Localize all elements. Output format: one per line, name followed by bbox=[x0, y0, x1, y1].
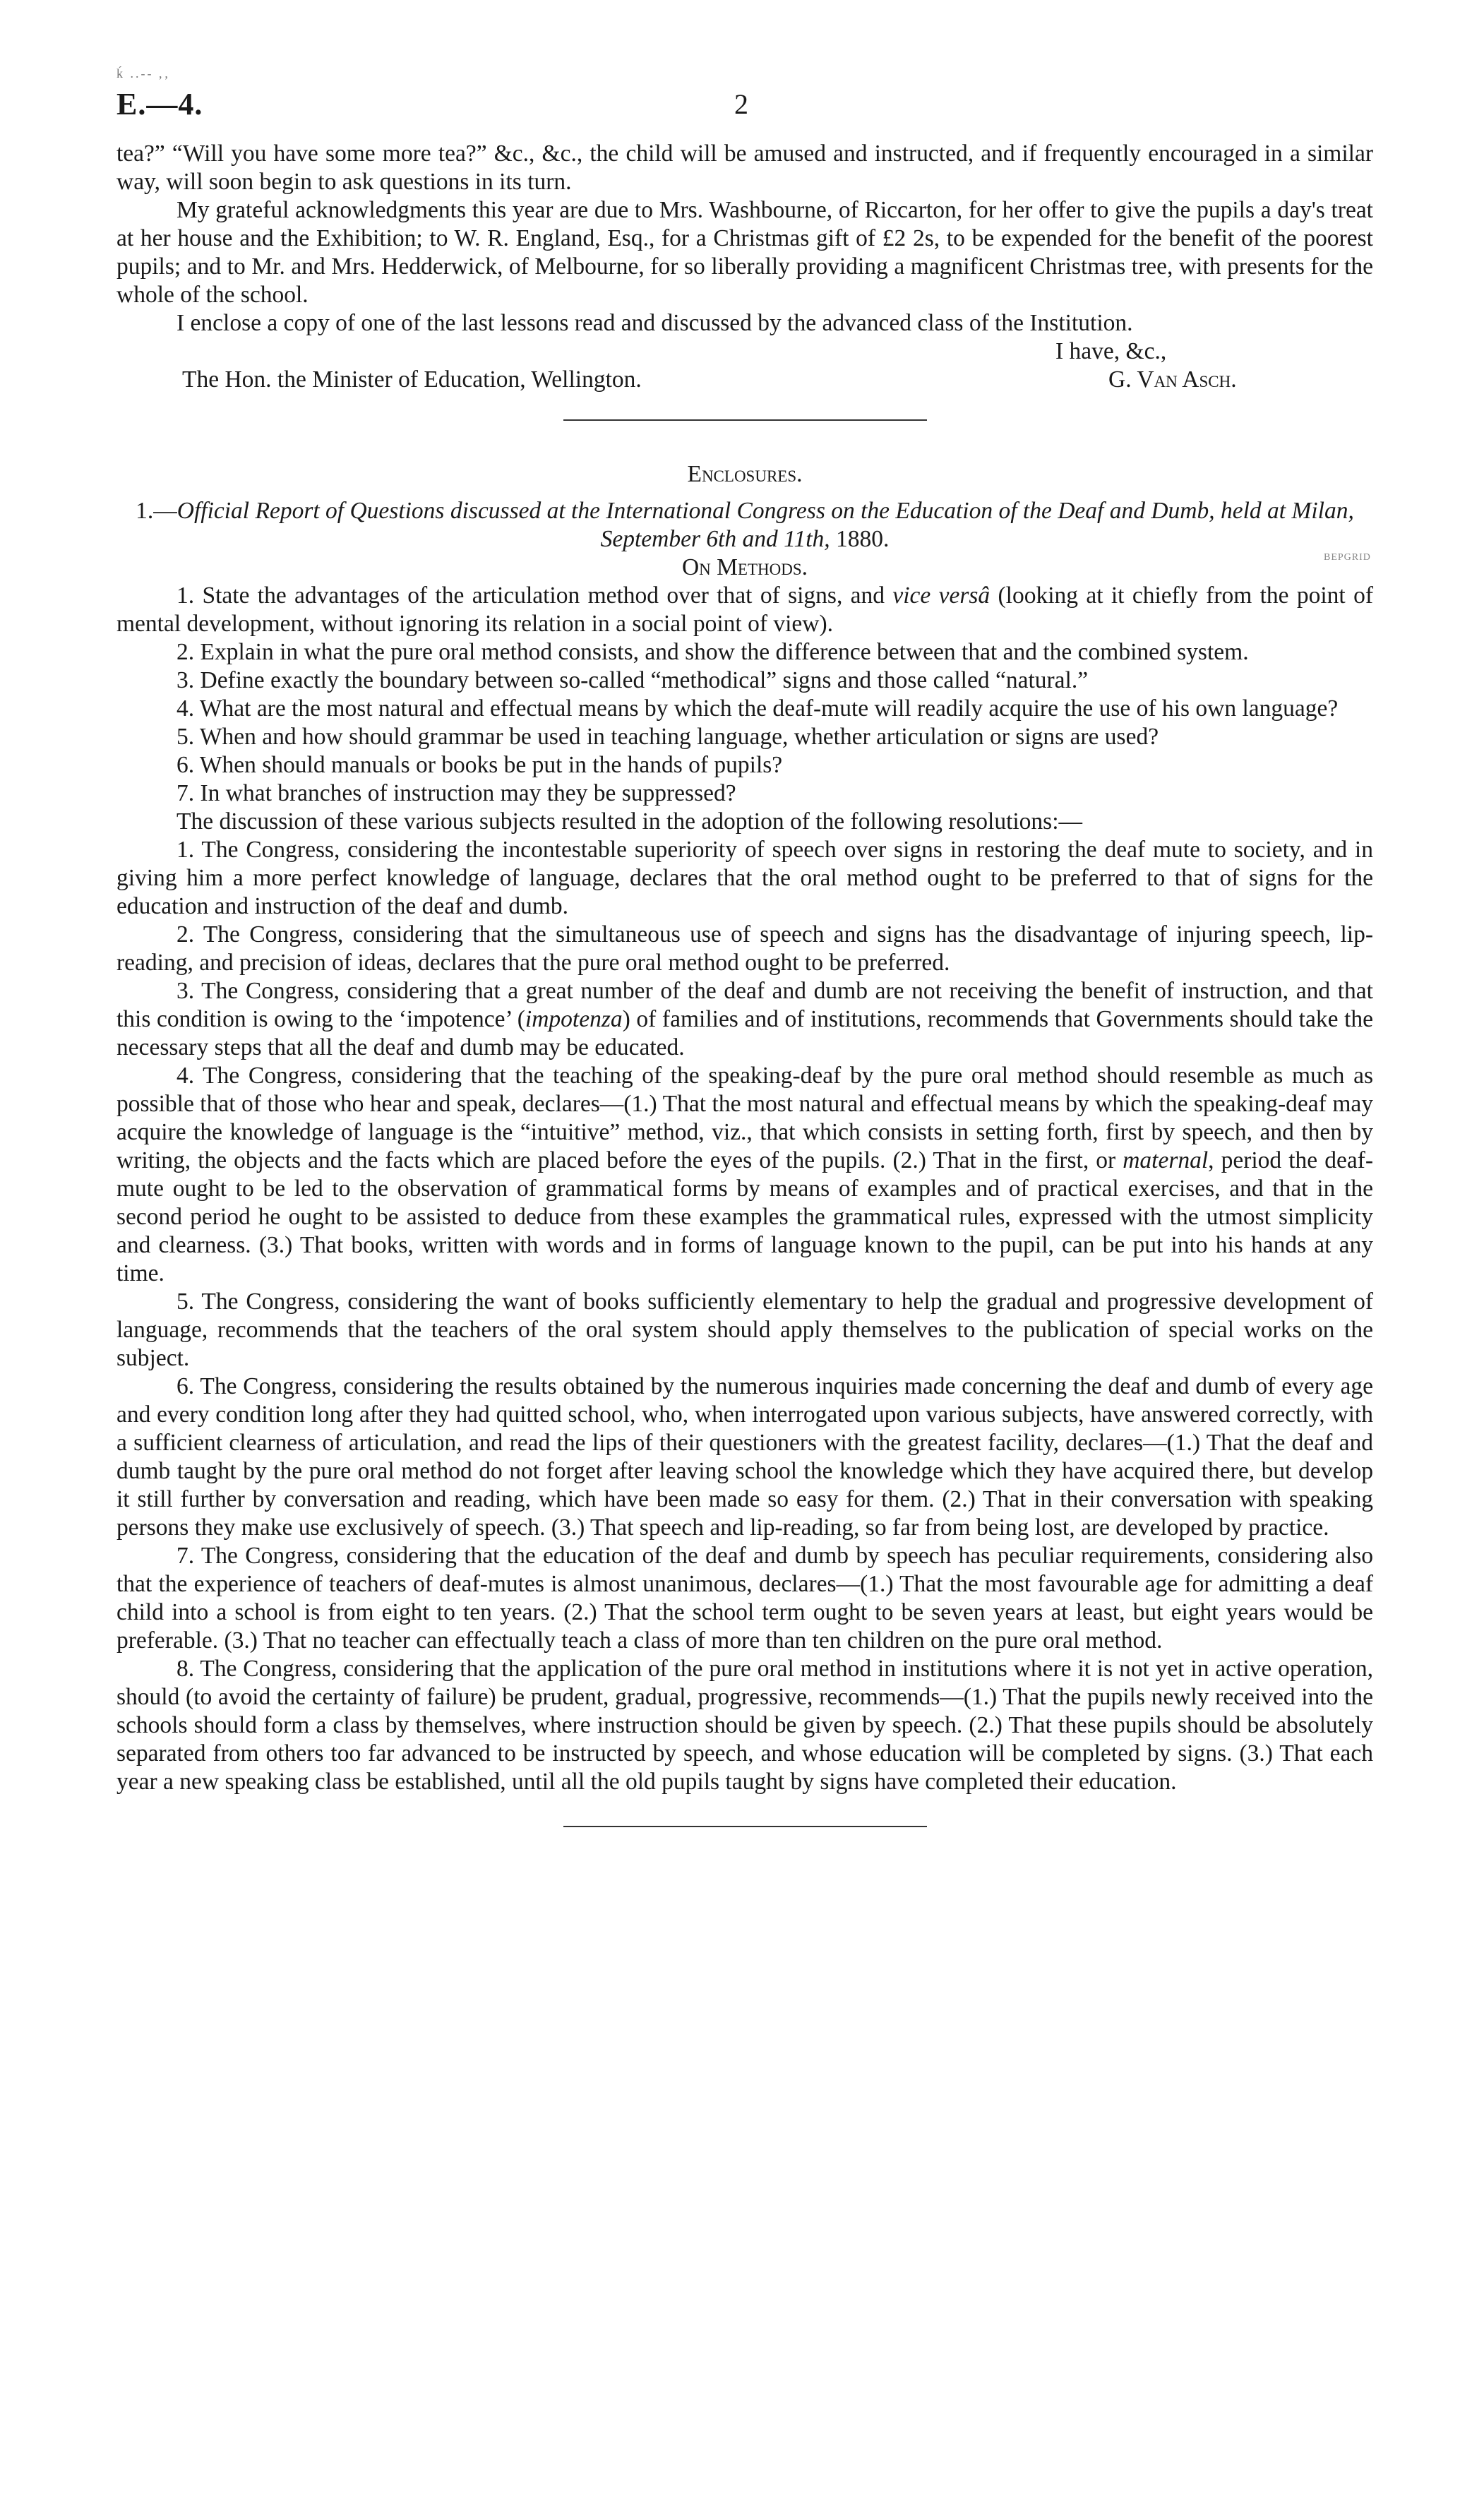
resolution-item: 5. The Congress, considering the want of books sufficiently elementary to help the gradual and progressive development of language, recommends that the teachers of the oral system should apply themselves to the publication of special works on the subject. bbox=[116, 1289, 1373, 1371]
resolution-item: 3. The Congress, considering that a great number of the deaf and dumb are not receiving the benefit of instruction, and that this condition is owing to the ‘impotence’ (impotenza) of families and of institutions, recommends that Governments should take the necessary steps that all the deaf and dumb may be educated. bbox=[116, 978, 1373, 1060]
letter-paragraph: tea?” “Will you have some more tea?” &c., &c., the child will be amused and instructed, and if frequently encouraged in a similar way, will soon begin to ask questions in its turn. bbox=[116, 141, 1373, 195]
page-number: 2 bbox=[734, 88, 748, 120]
letter-paragraph: My grateful acknowledgments this year are due to Mrs. Washbourne, of Riccarton, for her offer to give the pupils a day's treat at her house and the Exhibition; to W. R. England, Esq., for a Christmas gift of £2 2s, to be expended for the benefit of the poorest pupils; and to Mr. and Mrs. Hedderwick, of Melbourne, for so liberally providing a magnificent Christmas tree, with presents for the whole of the school. bbox=[116, 197, 1373, 308]
question-item: 4. What are the most natural and effectual means by which the deaf-mute will readily acquire the use of his own language? bbox=[176, 695, 1339, 722]
resolution-item: 2. The Congress, considering that the simultaneous use of speech and signs has the disadvantage of injuring speech, lip-reading, and precision of ideas, declares that the pure oral method ought to be preferred. bbox=[116, 921, 1373, 976]
question-item: 5. When and how should grammar be used in teaching language, whether articulation or signs are used? bbox=[176, 724, 1159, 750]
question-item: 3. Define exactly the boundary between so-called “methodical” signs and those called “natural.” bbox=[176, 667, 1089, 693]
question-item: 7. In what branches of instruction may they be suppressed? bbox=[176, 780, 736, 806]
resolution-item: 7. The Congress, considering that the education of the deaf and dumb by speech has peculiar requirements, considering also that the experience of teachers of deaf-mutes is almost unanimous, declares—(1.) That the most favourable age for admitting a deaf child into a school is from eight to ten years. (2.) That the school term ought to be seven years at least, but eight years would be preferable. (3.) That no teacher can effectually teach a class of more than ten children on the pure oral method. bbox=[116, 1543, 1373, 1654]
report-title-text: Official Report of Questions discussed at the International Congress on the Education of the Deaf and Dumb, held at Milan, September 6th and 11th, bbox=[176, 498, 1354, 552]
subheading-text: On Methods. bbox=[681, 554, 808, 580]
addressee: The Hon. the Minister of Education, Wellington. bbox=[182, 366, 642, 393]
letter-closing bbox=[116, 337, 1373, 366]
page bbox=[116, 66, 1373, 1827]
report-number: 1.— bbox=[136, 498, 177, 524]
resolutions-list bbox=[116, 836, 1373, 1796]
end-divider bbox=[563, 1826, 927, 1827]
resolution-item: 4. The Congress, considering that the teaching of the speaking-deaf by the pure oral method should resemble as much as possible that of those who hear and speak, declares—(1.) That the most natural and effectual means by which the speaking-deaf may acquire the knowledge of language is the “intuitive” method, viz., that which consists in setting forth, first by speech, and then by writing, the objects and the facts which are placed before the eyes of the pupils. (2.) That in the first, or maternal, period the deaf-mute ought to be led to the observation of grammatical forms by means of examples and of practical exercises, and that in the second period he ought to be assisted to deduce from these examples the grammatical rules, expressed with the utmost simplicity and clearness. (3.) That books, written with words and in forms of language known to the pupil, can be put into his hands at any time. bbox=[116, 1063, 1373, 1286]
subheading bbox=[116, 554, 1373, 582]
resolution-item: 1. The Congress, considering the incontestable superiority of speech over signs in restoring the deaf mute to society, and in giving him a more perfect knowledge of language, declares that the oral method ought to be preferred to that of signs for the education and instruction of the deaf and dumb. bbox=[116, 837, 1373, 919]
questions-list bbox=[116, 582, 1373, 808]
question-item: 2. Explain in what the pure oral method consists, and show the difference between that and the combined system. bbox=[176, 639, 1249, 665]
transition-paragraph: The discussion of these various subjects resulted in the adoption of the following resolutions:— bbox=[176, 808, 1083, 835]
section-divider bbox=[563, 419, 927, 421]
resolution-item: 6. The Congress, considering the results obtained by the numerous inquiries made concerning the deaf and dumb of every age and every condition long after they had quitted school, who, when interrogated upon various subjects, have answered correctly, with a sufficient clearness of articulation, and read the lips of their questioners with the greatest facility, declares—(1.) That the deaf and dumb taught by the pure oral method do not forget after leaving school the knowledge which they have acquired there, but develop it still further by conversation and reading, which have been made so easy for them. (2.) That in their conversation with speaking persons they make use exclusively of speech. (3.) That speech and lip-reading, so far from being lost, are developed by practice. bbox=[116, 1373, 1373, 1541]
enclosures-heading: Enclosures. bbox=[687, 461, 803, 487]
report-title bbox=[116, 497, 1373, 554]
closing-salutation: I have, &c., bbox=[1055, 338, 1167, 364]
resolution-item: 8. The Congress, considering that the application of the pure oral method in institutions where it is not yet in active operation, should (to avoid the certainty of failure) be prudent, gradual, progressive, recommends—(1.) That the pupils newly received into the schools should form a class by themselves, where instruction should be given by speech. (2.) That these pupils should be absolutely separated from others too far advanced to be instructed by speech, and whose education will be completed by signs. (3.) That each year a new speaking class be established, until all the old pupils taught by signs have completed their education. bbox=[116, 1656, 1373, 1795]
library-stamp: BEPGRID bbox=[1324, 552, 1371, 563]
question-item: 1. State the advantages of the articulation method over that of signs, and vice versâ (looking at it chiefly from the point of mental development, without ignoring its relation in a social point of view). bbox=[116, 582, 1373, 637]
page-header bbox=[116, 66, 1373, 140]
signature: G. Van Asch. bbox=[1108, 366, 1237, 393]
signature-row bbox=[116, 366, 1373, 394]
page-id: E.—4. bbox=[116, 87, 203, 121]
corner-marks: ḱ ..-- ,‚ bbox=[116, 66, 171, 80]
report-year: 1880. bbox=[836, 526, 890, 552]
question-item: 6. When should manuals or books be put in the hands of pupils? bbox=[176, 752, 783, 778]
letter-paragraph: I enclose a copy of one of the last lessons read and discussed by the advanced class of the Institution. bbox=[176, 310, 1133, 336]
